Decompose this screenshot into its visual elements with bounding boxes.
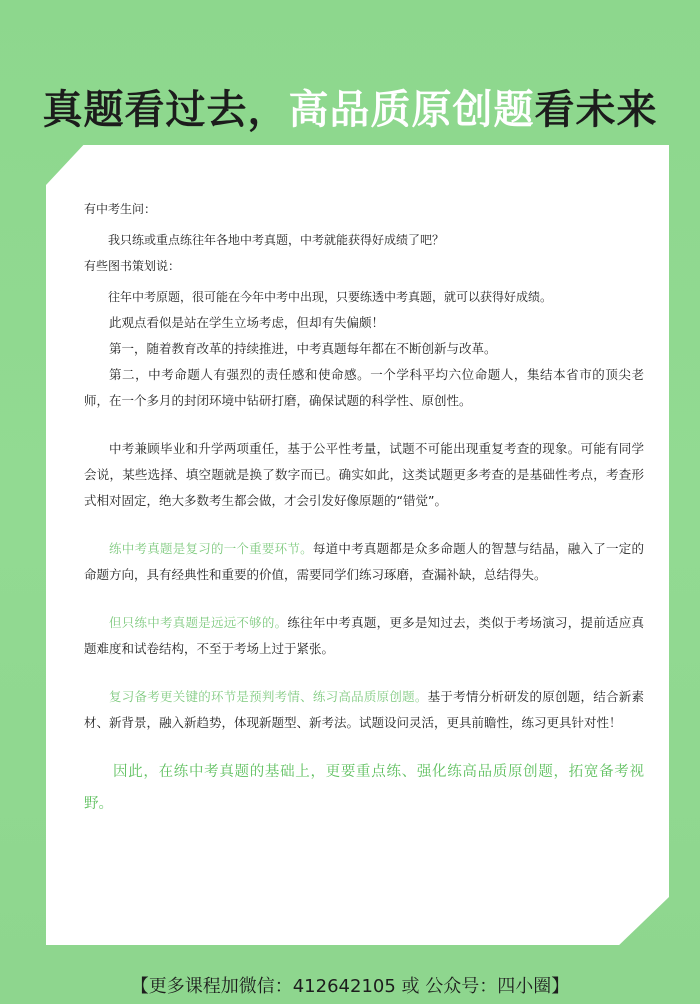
paragraph-key-step — [84, 684, 644, 736]
paragraph-practice-real-rest: 每道中考真题都是众多命题人的智慧与结晶，融入了一定的命题方向，具有经典性和重要的价值，需要同学们练习琢磨，查漏补缺，总结得失。 — [84, 541, 644, 582]
headline-part1: 真题看过去， — [42, 87, 289, 133]
headline — [0, 80, 700, 140]
paragraph-not-enough — [84, 610, 644, 662]
paragraph-opinion: 此观点看似是站在学生立场考虑，但却有失偏颇！ — [109, 315, 385, 330]
paragraph-practice-real — [84, 536, 644, 588]
answer-text: 往年中考原题，很可能在今年中考中出现，只要练透中考真题，就可以获得好成绩。 — [108, 290, 553, 304]
conclusion: 因此，在练中考真题的基础上，更要重点练、强化练高品质原创题，拓宽备考视野。 — [84, 764, 644, 812]
question-text: 我只练或重点练往年各地中考真题，中考就能获得好成绩了吧？ — [108, 233, 445, 247]
paragraph-second: 第二，中考命题人有强烈的责任感和使命感。一个学科平均六位命题人，集结本省市的顶尖老师，在一个多月的封闭环境中钻研打磨，确保试题的科学性、原创性。 — [84, 367, 644, 408]
headline-part3: 看未来 — [534, 87, 658, 133]
article-body — [84, 200, 644, 820]
question-label: 有中考生问： — [84, 202, 157, 216]
highlight-practice-real: 练中考真题是复习的一个重要环节。 — [109, 541, 313, 556]
highlight-key-step: 复习备考更关键的环节是预判考情、练习高品质原创题。 — [109, 689, 428, 704]
footer-contact: 【更多课程加微信：412642105 或 公众号：四小圈】 — [130, 976, 570, 997]
paragraph-not-enough-rest: 练往年中考真题，更多是知过去，类似于考场演习，提前适应真题难度和试卷结构，不至于考场上过于紧张。 — [84, 615, 644, 656]
paragraph-first: 第一，随着教育改革的持续推进，中考真题每年都在不断创新与改革。 — [109, 341, 497, 356]
headline-part2: 高品质原创题 — [288, 87, 535, 133]
paragraph-key-step-rest: 基于考情分析研发的原创题，结合新素材、新背景，融入新趋势，体现新题型、新考法。试题设问灵活，更具前瞻性，练习更具针对性！ — [84, 689, 644, 730]
paragraph-fairness: 中考兼顾毕业和升学两项重任，基于公平性考量，试题不可能出现重复考查的现象。可能有同学会说，某些选择、填空题就是换了数字而已。确实如此，这类试题更多考查的是基础性考点，考查形式相对固定，绝大多数考生都会做，才会引发好像原题的“错觉”。 — [84, 441, 644, 508]
answer-label: 有些图书策划说： — [84, 259, 181, 273]
highlight-not-enough: 但只练中考真题是远远不够的。 — [109, 615, 288, 630]
